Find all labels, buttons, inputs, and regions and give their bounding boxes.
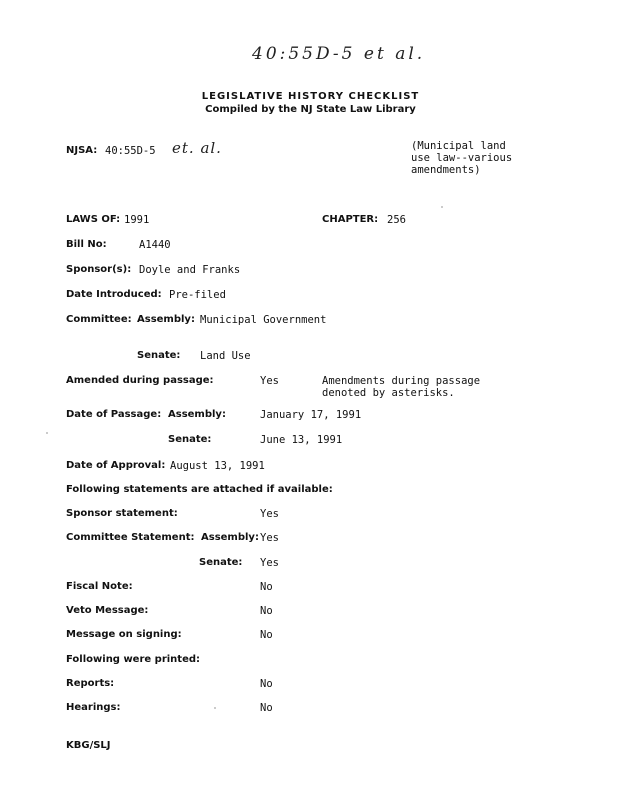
passage-senate-value: June 13, 1991 [260,434,343,446]
veto-message-value: No [260,605,273,617]
initials: KBG/SLJ [66,740,111,751]
scan-speck [214,707,216,709]
sponsor-statement-value: Yes [260,508,279,520]
message-on-signing-value: No [260,629,273,641]
date-of-approval-value: August 13, 1991 [170,460,265,472]
date-of-passage-label: Date of Passage: [66,409,162,420]
fiscal-note-value: No [260,581,273,593]
fiscal-note-label: Fiscal Note: [66,581,133,592]
description-line: amendments) [411,164,481,176]
reports-value: No [260,678,273,690]
hearings-label: Hearings: [66,702,121,713]
bill-no-value: A1440 [139,239,171,251]
date-of-approval-label: Date of Approval: [66,460,166,471]
committee-statement-senate-value: Yes [260,557,279,569]
committee-statement-senate-label: Senate: [199,557,243,568]
passage-senate-label: Senate: [168,434,212,445]
law-description [411,140,512,176]
sponsors-label: Sponsor(s): [66,264,132,275]
message-on-signing-label: Message on signing: [66,629,182,640]
veto-message-label: Veto Message: [66,605,149,616]
laws-of-label: LAWS OF: [66,214,121,225]
njsa-value: 40:55D-5 [105,145,156,157]
committee-statement-label: Committee Statement: [66,532,195,543]
passage-assembly-label: Assembly: [168,409,226,420]
handwritten-header: 40:55D-5 et al. [252,44,426,64]
njsa-handwritten: et. al. [172,139,222,157]
chapter-label: CHAPTER: [322,214,379,225]
njsa-label: NJSA: [66,145,98,156]
amended-value: Yes [260,375,279,387]
committee-label: Committee: [66,314,132,325]
statements-heading: Following statements are attached if available: [66,484,333,495]
sponsor-statement-label: Sponsor statement: [66,508,178,519]
amended-note [322,375,480,399]
committee-statement-assembly-value: Yes [260,532,279,544]
scan-speck [441,206,443,208]
committee-assembly-label: Assembly: [137,314,195,325]
committee-senate-label: Senate: [137,350,181,361]
committee-senate-value: Land Use [200,350,251,362]
document-subtitle: Compiled by the NJ State Law Library [205,104,416,115]
reports-label: Reports: [66,678,115,689]
bill-no-label: Bill No: [66,239,107,250]
document-title: LEGISLATIVE HISTORY CHECKLIST [201,91,420,102]
description-line: (Municipal land [411,140,506,152]
scan-speck [46,432,48,434]
description-line: use law--various [411,152,513,164]
chapter-value: 256 [387,214,406,226]
passage-assembly-value: January 17, 1991 [260,409,362,421]
amended-note-line: Amendments during passage [322,375,481,387]
hearings-value: No [260,702,273,714]
committee-statement-assembly-label: Assembly: [201,532,259,543]
amended-note-line: denoted by asterisks. [322,387,455,399]
date-introduced-value: Pre-filed [169,289,226,301]
sponsors-value: Doyle and Franks [139,264,241,276]
committee-assembly-value: Municipal Government [200,314,327,326]
printed-heading: Following were printed: [66,654,201,665]
amended-label: Amended during passage: [66,375,214,386]
date-introduced-label: Date Introduced: [66,289,162,300]
laws-of-value: 1991 [124,214,150,226]
